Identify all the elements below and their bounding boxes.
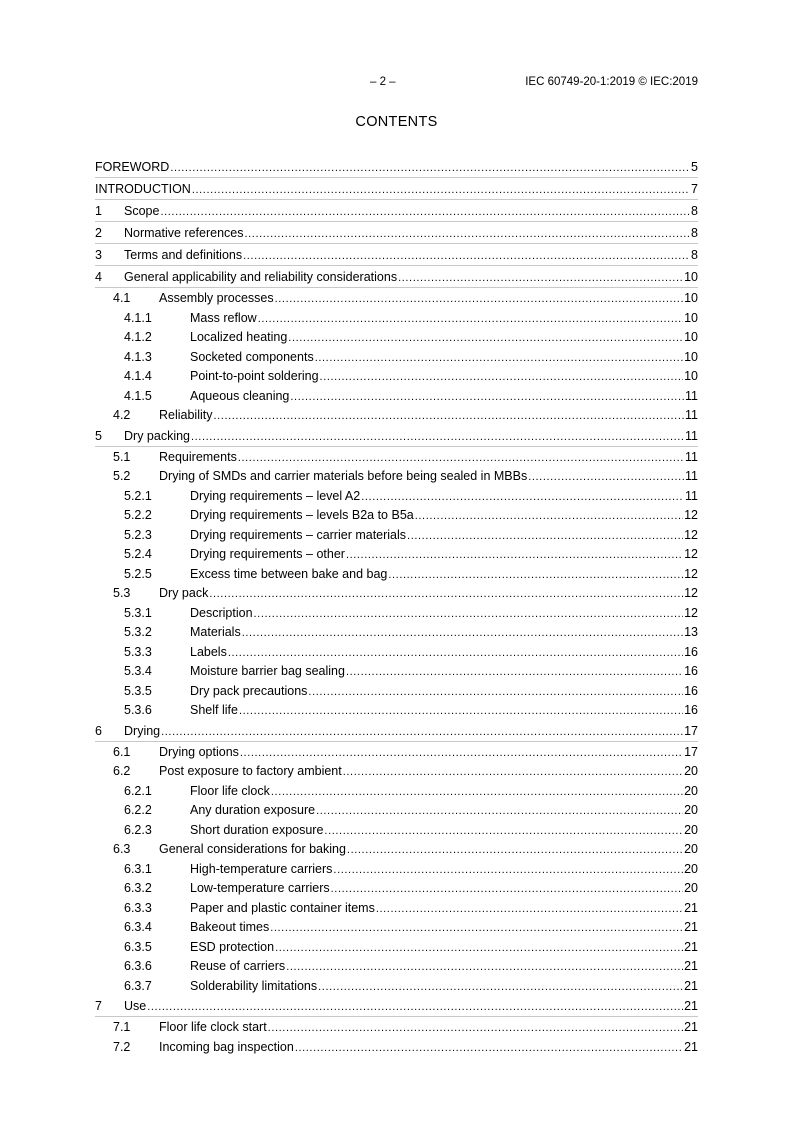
dot-leader [238,450,684,466]
dot-leader [268,1020,683,1036]
toc-entry-page: 21 [684,1020,698,1034]
toc-entry-label: Drying options [159,744,239,759]
toc-entry[interactable] [95,525,698,545]
toc-entry-number: 5.2.3 [124,527,152,542]
toc-entry[interactable] [95,156,698,178]
toc-entry-label: Use [124,999,147,1013]
toc-entry[interactable] [95,544,698,564]
toc-entry-number: 6.3.1 [124,861,152,876]
toc-entry-number: 4.1.1 [124,310,152,325]
toc-entry-page: 16 [684,644,698,659]
toc-entry-label: Paper and plastic container items [190,900,375,915]
toc-entry[interactable] [95,405,698,425]
toc-entry-number: 6.2.1 [124,783,152,798]
toc-entry-label: Drying requirements – carrier materials [190,527,407,542]
toc-entry-number: 4.1.2 [124,330,152,344]
toc-entry-number: 7.1 [113,1020,131,1034]
toc-entry-page: 13 [684,625,698,639]
toc-entry-label: Floor life clock start [159,1020,267,1034]
toc-entry[interactable] [95,781,698,801]
toc-entry-page: 16 [684,683,698,698]
toc-entry-number: 4.1.3 [124,349,152,364]
toc-entry-label: Mass reflow [190,310,257,325]
toc-entry[interactable] [95,720,698,742]
toc-entry-page: 20 [684,783,698,798]
toc-entry-page: 11 [685,388,698,403]
dot-leader [161,724,683,740]
toc-entry[interactable] [95,742,698,762]
toc-entry-number: 4 [95,270,102,284]
toc-entry-number: 5.2.4 [124,547,152,561]
toc-entry[interactable] [95,917,698,937]
toc-entry-page: 10 [684,291,698,305]
dot-leader [240,745,683,761]
toc-entry[interactable] [95,447,698,467]
dot-leader [415,508,683,524]
toc-entry-page: 21 [684,978,698,993]
dot-leader [346,664,683,680]
toc-entry[interactable] [95,1017,698,1037]
dot-leader [191,429,684,445]
toc-entry-label: Moisture barrier bag sealing [190,664,345,678]
toc-entry-page: 10 [684,270,698,284]
dot-leader [318,979,683,995]
dot-leader [228,645,683,661]
dot-leader [331,881,683,897]
toc-entry-label: ESD protection [190,939,275,954]
toc-entry-number: 5.2.5 [124,566,152,581]
dot-leader [320,369,684,385]
toc-entry-page: 16 [684,703,698,717]
toc-entry[interactable] [95,564,698,584]
toc-entry-label: Reliability [159,408,213,422]
toc-entry-page: 21 [684,1039,698,1054]
dot-leader [295,1040,683,1056]
toc-entry-number: 5.1 [113,449,131,464]
toc-entry-page: 5 [691,160,698,174]
toc-entry-page: 10 [684,369,698,383]
toc-entry-page: 20 [684,803,698,817]
toc-entry-page: 20 [684,822,698,837]
toc-entry[interactable] [95,622,698,642]
toc-entry-label: Short duration exposure [190,822,324,837]
toc-entry-label: Reuse of carriers [190,959,286,973]
page-title: CONTENTS [355,114,438,130]
toc-entry[interactable] [95,700,698,720]
toc-entry-page: 7 [691,182,698,196]
toc-entry-label: Shelf life [190,703,238,717]
toc-entry[interactable] [95,366,698,386]
toc-entry-label: High-temperature carriers [190,861,333,876]
toc-entry[interactable] [95,800,698,820]
toc-entry-page: 21 [684,900,698,915]
toc-entry[interactable] [95,308,698,328]
toc-entry-label: Localized heating [190,330,288,344]
toc-entry-number: 6.3.3 [124,900,152,915]
toc-entry-number: 5.2.1 [124,488,152,503]
page-header [0,76,793,92]
toc-entry-label: Incoming bag inspection [159,1039,294,1054]
toc-entry[interactable] [95,288,698,308]
dot-leader [242,625,683,641]
toc-entry-page: 11 [685,488,698,503]
table-of-contents [95,156,698,1056]
toc-entry[interactable] [95,386,698,406]
dot-leader [286,959,683,975]
toc-entry-number: 6.3.6 [124,959,152,973]
toc-entry-label: Drying requirements – level A2 [190,488,361,503]
dot-leader [258,311,683,327]
toc-entry-page: 12 [684,586,698,600]
toc-entry[interactable] [95,583,698,603]
toc-entry-label: General applicability and reliability considerations [124,270,398,284]
toc-entry-number: 6.3.7 [124,978,152,993]
toc-entry[interactable] [95,425,698,447]
toc-entry-page: 20 [684,842,698,856]
toc-entry[interactable] [95,859,698,879]
toc-entry-label: Bakeout times [190,920,270,934]
toc-entry-label: Excess time between bake and bag [190,566,388,581]
toc-entry-number: 4.2 [113,408,131,422]
dot-leader [290,389,684,405]
dot-leader [528,469,684,485]
toc-entry-page: 17 [684,723,698,738]
toc-entry-label: Solderability limitations [190,978,318,993]
toc-entry-label: Post exposure to factory ambient [159,764,342,778]
dot-leader [308,684,683,700]
toc-entry[interactable] [95,266,698,288]
toc-entry-label: Assembly processes [159,291,274,305]
toc-entry-number: 6.3.5 [124,939,152,954]
toc-entry[interactable] [95,661,698,681]
dot-leader [160,204,690,220]
toc-entry-number: 4.1.5 [124,388,152,403]
toc-entry-page: 12 [684,605,698,620]
toc-entry-number: 5.3.4 [124,664,152,678]
toc-entry-label: Description [190,605,253,620]
toc-entry-page: 11 [685,469,698,483]
dot-leader [209,586,683,602]
toc-entry-label: Scope [124,204,160,218]
dot-leader [343,764,683,780]
toc-entry-label: Drying of SMDs and carrier materials before being sealed in MBBs [159,469,528,483]
dot-leader [316,803,683,819]
toc-entry-page: 8 [691,204,698,218]
dot-leader [239,703,683,719]
toc-entry-number: 6.1 [113,744,131,759]
toc-entry[interactable] [95,222,698,244]
standard-reference: IEC 60749-20-1:2019 © IEC:2019 [525,76,698,88]
toc-entry[interactable] [95,466,698,486]
toc-entry[interactable] [95,178,698,200]
dot-leader [398,270,683,286]
dot-leader [214,408,685,424]
toc-entry[interactable] [95,244,698,266]
dot-leader [407,528,683,544]
toc-entry[interactable] [95,995,698,1017]
toc-entry-label: INTRODUCTION [95,182,191,196]
toc-entry[interactable] [95,603,698,623]
dot-leader [254,606,684,622]
dot-leader [288,330,683,346]
toc-entry-label: Materials [190,625,241,639]
toc-entry-number: 6.3.2 [124,881,152,895]
toc-entry-page: 21 [684,939,698,954]
toc-entry-number: 4.1.4 [124,369,152,383]
toc-entry-label: Drying requirements – levels B2a to B5a [190,508,414,522]
toc-entry-number: 5.3.3 [124,644,152,659]
toc-entry-number: 1 [95,204,102,218]
toc-entry-label: General considerations for baking [159,842,346,856]
toc-entry-page: 20 [684,764,698,778]
toc-entry[interactable] [95,347,698,367]
toc-entry-number: 6 [95,723,102,738]
toc-entry-page: 20 [684,861,698,876]
toc-entry-number: 6.2 [113,764,131,778]
toc-entry[interactable] [95,956,698,976]
toc-entry-label: Point-to-point soldering [190,369,319,383]
toc-entry-label: Floor life clock [190,783,270,798]
toc-entry-label: Requirements [159,449,237,464]
toc-entry-number: 5 [95,428,102,443]
toc-entry[interactable] [95,937,698,957]
dot-leader [346,547,683,563]
dot-leader [192,182,690,198]
dot-leader [271,784,683,800]
toc-entry-page: 21 [684,959,698,973]
toc-entry-number: 5.3.5 [124,683,152,698]
toc-entry-label: Drying [124,723,161,738]
dot-leader [324,823,683,839]
toc-entry-label: Dry packing [124,428,190,443]
toc-entry-label: Drying requirements – other [190,547,345,561]
page-number: – 2 – [370,76,396,88]
toc-entry-number: 7.2 [113,1039,131,1054]
dot-leader [361,489,684,505]
toc-entry-page: 8 [691,248,698,262]
toc-entry-label: Labels [190,644,227,659]
toc-entry-number: 5.3.1 [124,605,152,620]
toc-entry-page: 12 [684,508,698,522]
dot-leader [315,350,683,366]
toc-entry-number: 5.3.2 [124,625,152,639]
toc-entry-number: 6.2.3 [124,822,152,837]
dot-leader [347,842,683,858]
toc-entry-label: Any duration exposure [190,803,316,817]
dot-leader [170,160,690,176]
dot-leader [275,940,683,956]
dot-leader [333,862,683,878]
toc-entry-number: 5.3 [113,586,131,600]
dot-leader [270,920,683,936]
toc-entry-label: Dry pack [159,586,209,600]
toc-entry-page: 12 [684,566,698,581]
toc-entry-page: 10 [684,330,698,344]
toc-entry-number: 5.2.2 [124,508,152,522]
toc-entry-page: 10 [684,349,698,364]
toc-entry-label: FOREWORD [95,160,170,174]
toc-entry[interactable] [95,681,698,701]
toc-entry[interactable] [95,878,698,898]
toc-entry-page: 21 [684,999,698,1013]
toc-entry-page: 17 [684,744,698,759]
toc-entry-label: Dry pack precautions [190,683,308,698]
toc-entry-page: 10 [684,310,698,325]
toc-entry[interactable] [95,200,698,222]
toc-entry[interactable] [95,327,698,347]
toc-entry-page: 8 [691,226,698,240]
toc-entry-number: 2 [95,226,102,240]
dot-leader [388,567,683,583]
toc-entry-page: 12 [684,527,698,542]
dot-leader [275,291,683,307]
toc-entry[interactable] [95,486,698,506]
toc-entry-page: 16 [684,664,698,678]
toc-entry[interactable] [95,976,698,996]
toc-entry[interactable] [95,1037,698,1057]
toc-entry-page: 12 [684,547,698,561]
toc-entry[interactable] [95,642,698,662]
toc-entry-number: 4.1 [113,291,131,305]
toc-entry-number: 6.3 [113,842,131,856]
toc-entry-page: 21 [684,920,698,934]
toc-entry-number: 7 [95,999,102,1013]
toc-entry-number: 5.3.6 [124,703,152,717]
toc-entry-number: 6.3.4 [124,920,152,934]
toc-entry-page: 11 [685,428,698,443]
toc-entry-label: Terms and definitions [124,248,243,262]
toc-entry-label: Low-temperature carriers [190,881,330,895]
dot-leader [243,248,690,264]
toc-entry-number: 3 [95,248,102,262]
toc-entry-label: Aqueous cleaning [190,388,290,403]
toc-entry[interactable] [95,505,698,525]
toc-entry-page: 20 [684,881,698,895]
toc-entry-label: Normative references [124,226,244,240]
toc-entry-page: 11 [685,449,698,464]
toc-entry[interactable] [95,820,698,840]
toc-entry-number: 5.2 [113,469,131,483]
toc-entry[interactable] [95,839,698,859]
toc-entry-number: 6.2.2 [124,803,152,817]
toc-entry-label: Socketed components [190,349,314,364]
toc-entry-page: 11 [685,408,698,422]
dot-leader [245,226,691,242]
toc-entry[interactable] [95,761,698,781]
dot-leader [147,999,683,1015]
dot-leader [376,901,683,917]
toc-entry[interactable] [95,898,698,918]
